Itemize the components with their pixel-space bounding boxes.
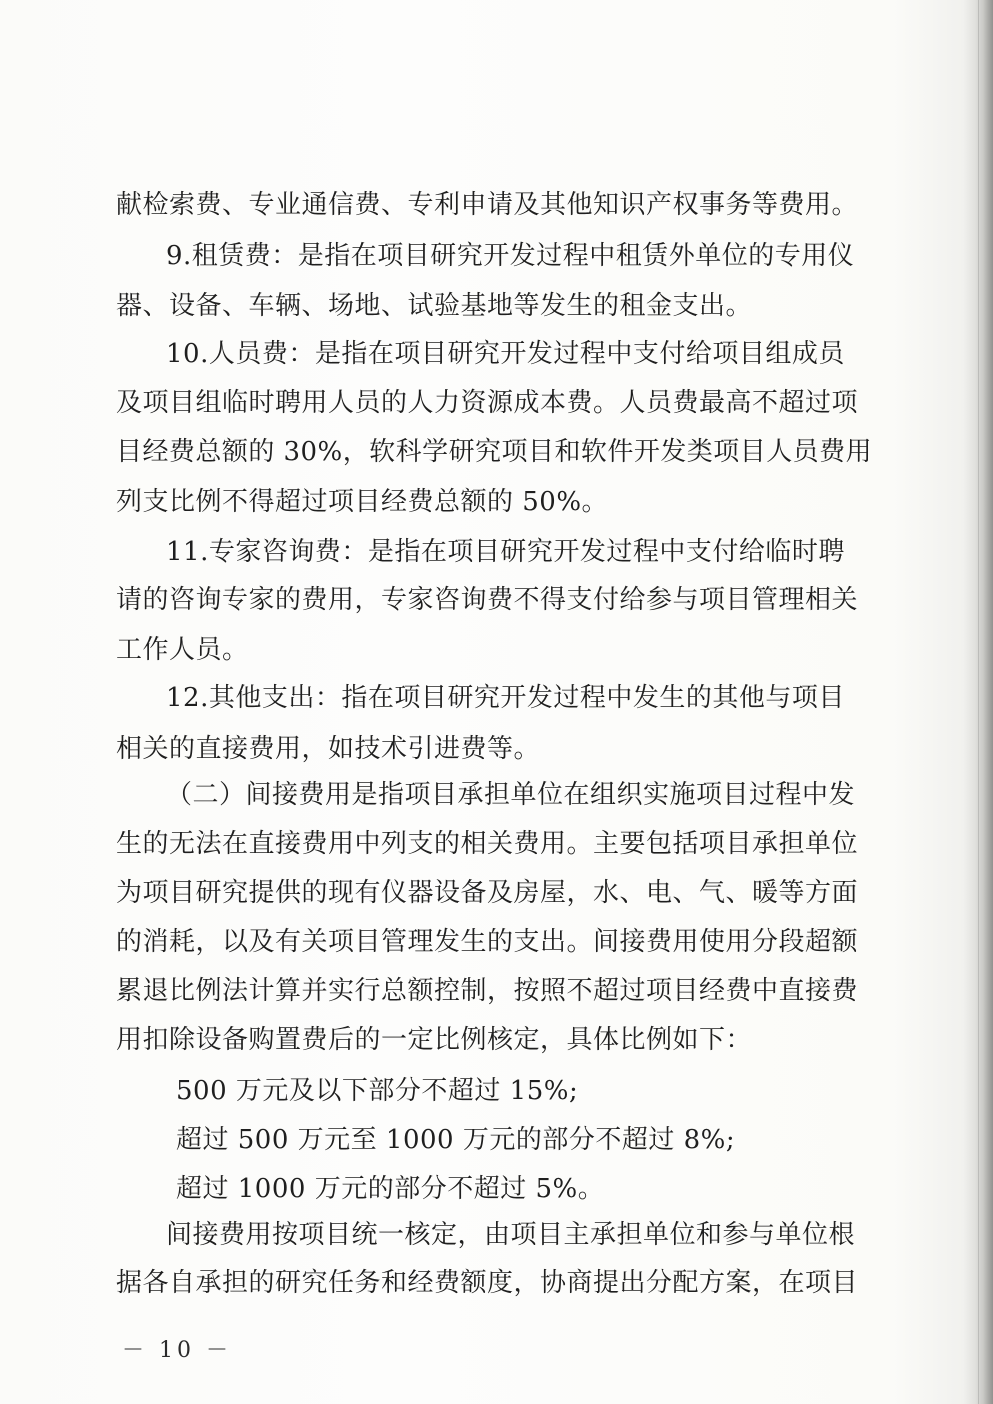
text-line-19: 500 万元及以下部分不超过 15%; xyxy=(176,1076,579,1106)
text-line-5: 及项目组临时聘用人员的人力资源成本费。人员费最高不超过项 xyxy=(116,388,859,418)
text-line-15: 为项目研究提供的现有仪器设备及房屋，水、电、气、暖等方面 xyxy=(116,878,859,908)
text-line-17: 累退比例法计算并实行总额控制，按照不超过项目经费中直接费 xyxy=(116,976,859,1006)
text-line-23: 据各自承担的研究任务和经费额度，协商提出分配方案，在项目 xyxy=(116,1268,859,1298)
text-line-22: 间接费用按项目统一核定，由项目主承担单位和参与单位根 xyxy=(166,1220,856,1250)
text-line-4: 10.人员费：是指在项目研究开发过程中支付给项目组成员 xyxy=(166,339,845,369)
page-binding-line xyxy=(978,0,979,1404)
text-line-2: 9.租赁费：是指在项目研究开发过程中租赁外单位的专用仪 xyxy=(166,241,855,271)
text-line-6: 目经费总额的 30%，软科学研究项目和软件开发类项目人员费用 xyxy=(116,437,873,467)
text-line-14: 生的无法在直接费用中列支的相关费用。主要包括项目承担单位 xyxy=(116,829,859,859)
text-line-9: 请的咨询专家的费用，专家咨询费不得支付给参与项目管理相关 xyxy=(116,585,859,615)
page-number: － 10 － xyxy=(122,1338,232,1363)
text-line-21: 超过 1000 万元的部分不超过 5%。 xyxy=(176,1174,605,1204)
text-line-10: 工作人员。 xyxy=(116,635,249,665)
text-line-1: 献检索费、专业通信费、专利申请及其他知识产权事务等费用。 xyxy=(116,190,859,220)
text-line-3: 器、设备、车辆、场地、试验基地等发生的租金支出。 xyxy=(116,291,753,321)
text-line-12: 相关的直接费用，如技术引进费等。 xyxy=(116,734,541,764)
text-line-20: 超过 500 万元至 1000 万元的部分不超过 8%; xyxy=(176,1125,736,1155)
text-line-11: 12.其他支出：指在项目研究开发过程中发生的其他与项目 xyxy=(166,683,845,713)
text-line-13: （二）间接费用是指项目承担单位在组织实施项目过程中发 xyxy=(166,780,856,810)
text-line-7: 列支比例不得超过项目经费总额的 50%。 xyxy=(116,487,609,517)
text-line-18: 用扣除设备购置费后的一定比例核定，具体比例如下： xyxy=(116,1025,753,1055)
text-line-16: 的消耗，以及有关项目管理发生的支出。间接费用使用分段超额 xyxy=(116,927,859,957)
text-line-8: 11.专家咨询费：是指在项目研究开发过程中支付给临时聘 xyxy=(166,537,845,567)
